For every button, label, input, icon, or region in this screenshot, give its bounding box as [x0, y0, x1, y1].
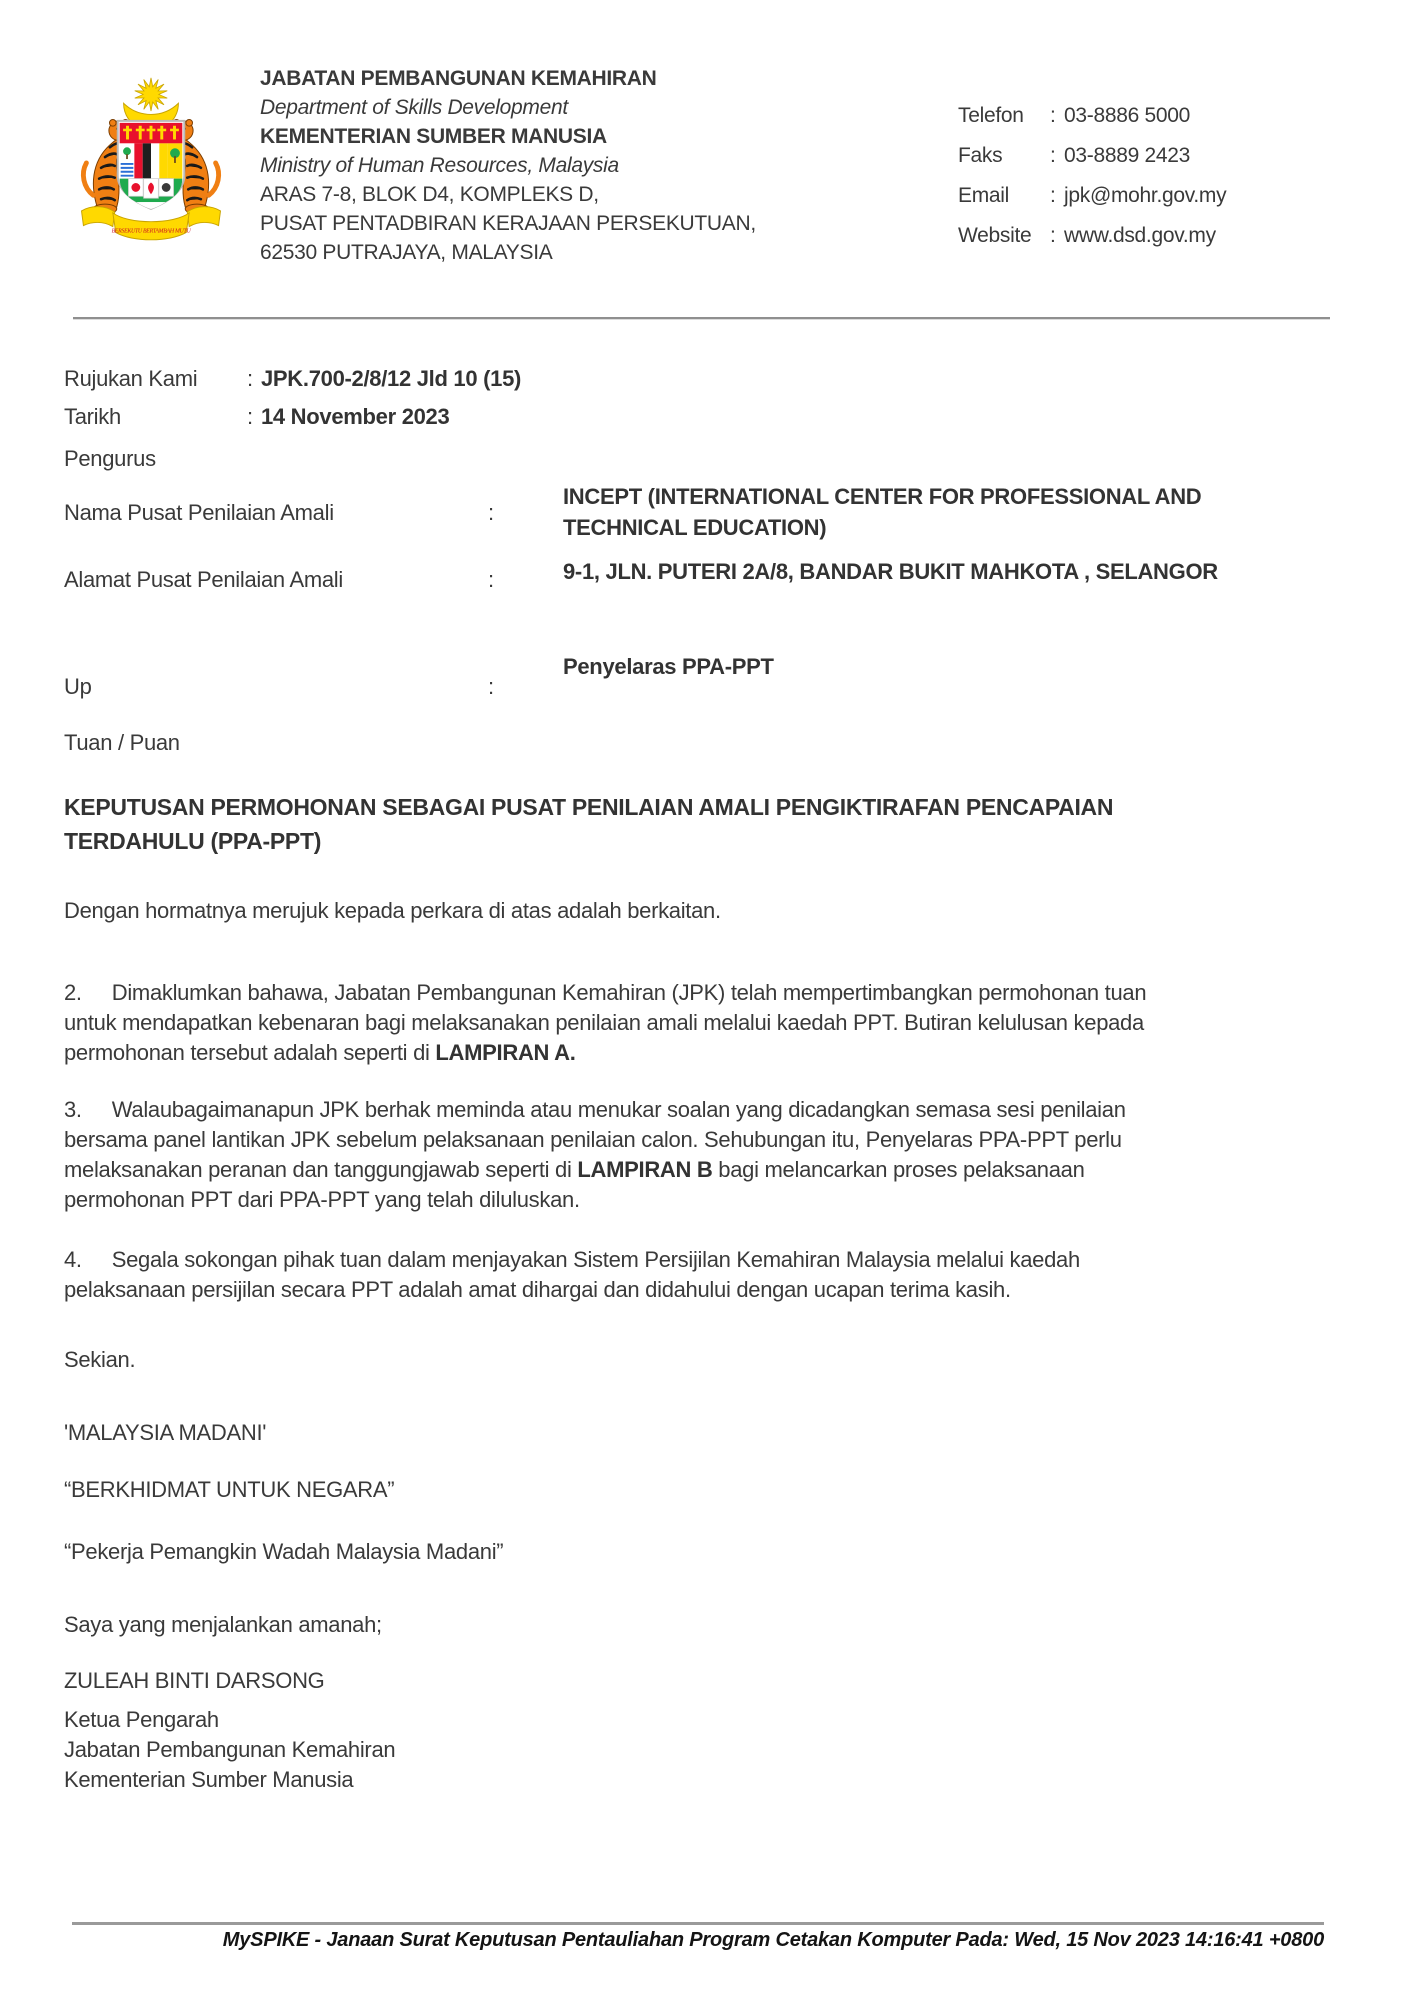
contact-row-website: [958, 216, 1226, 256]
nama-pusat-label: Nama Pusat Penilaian Amali: [64, 500, 334, 525]
signer-block: [64, 1705, 395, 1795]
paragraph-3-number: 3.: [64, 1097, 82, 1122]
slogan-malaysia-madani: 'MALAYSIA MADANI': [64, 1420, 267, 1445]
faks-label: Faks: [958, 144, 1003, 167]
paragraph-2-bold: LAMPIRAN A.: [435, 1040, 576, 1065]
signer-ministry: Kementerian Sumber Manusia: [64, 1767, 354, 1792]
colon: :: [247, 366, 253, 391]
org-name-ms: JABATAN PEMBANGUNAN KEMAHIRAN: [260, 67, 657, 90]
slogan-pekerja: “Pekerja Pemangkin Wadah Malaysia Madani”: [64, 1539, 504, 1564]
paragraph-4: [64, 1245, 1184, 1305]
colon: :: [1050, 104, 1056, 127]
email-label: Email: [958, 184, 1010, 207]
address-line-3: 62530 PUTRAJAYA, MALAYSIA: [260, 241, 553, 264]
rujukan-value: JPK.700-2/8/12 Jld 10 (15): [261, 366, 522, 391]
signer-dept: Jabatan Pembangunan Kemahiran: [64, 1737, 396, 1762]
telefon-value: 03-8886 5000: [1064, 104, 1191, 127]
tarikh-value: 14 November 2023: [261, 404, 450, 429]
contact-row-telefon: [958, 96, 1226, 136]
paragraph-4-number: 4.: [64, 1247, 82, 1272]
svg-text:BERSEKUTU BERTAMBAH MUTU: BERSEKUTU BERTAMBAH MUTU: [111, 228, 191, 235]
address-line-2: PUSAT PENTADBIRAN KERAJAAN PERSEKUTUAN,: [260, 212, 756, 235]
faks-value: 03-8889 2423: [1064, 144, 1191, 167]
up-label: Up: [64, 674, 92, 699]
up-value: Penyelaras PPA-PPT: [563, 654, 774, 679]
pengurus-label: Pengurus: [64, 446, 156, 471]
paragraph-3-text: Walaubagaimanapun JPK berhak meminda atau menukar soalan yang dicadangkan semasa sesi penilaian bersama panel lantikan JPK sebelum pelaksanaan penilaian calon. Sehubungan itu, Penyelaras PPA-PPT perlu melaksanakan peranan dan tanggungjawab seperti di: [64, 1097, 1126, 1182]
paragraph-3: [64, 1095, 1184, 1215]
colon: :: [1050, 144, 1056, 167]
rujukan-label: Rujukan Kami: [64, 366, 198, 391]
colon: :: [1050, 184, 1056, 207]
subject-line-2: TERDAHULU (PPA-PPT): [64, 828, 322, 854]
colon: :: [488, 674, 494, 699]
nama-pusat-row-label: [64, 500, 494, 526]
closing-line: Saya yang menjalankan amanah;: [64, 1612, 382, 1637]
paragraph-2-number: 2.: [64, 980, 82, 1005]
subject-heading: [64, 790, 1113, 858]
subject-line-1: KEPUTUSAN PERMOHONAN SEBAGAI PUSAT PENILAIAN AMALI PENGIKTIRAFAN PENCAPAIAN: [64, 794, 1114, 820]
telefon-label: Telefon: [958, 104, 1024, 127]
address-line-1: ARAS 7-8, BLOK D4, KOMPLEKS D,: [260, 183, 599, 206]
sekian: Sekian.: [64, 1347, 136, 1372]
salutation: Tuan / Puan: [64, 730, 180, 755]
letterhead-contact-block: [958, 96, 1226, 256]
org-name-en: Department of Skills Development: [260, 96, 568, 119]
coat-of-arms-logo: [58, 68, 244, 254]
contact-row-email: [958, 176, 1226, 216]
colon: :: [488, 567, 494, 592]
email-value-link[interactable]: jpk@mohr.gov.my: [1064, 184, 1227, 207]
paragraph-2: [64, 978, 1184, 1068]
signer-title: Ketua Pengarah: [64, 1707, 219, 1732]
shield-icon: [118, 121, 185, 209]
signer-name: ZULEAH BINTI DARSONG: [64, 1668, 325, 1693]
alamat-pusat-label: Alamat Pusat Penilaian Amali: [64, 567, 343, 592]
colon: :: [247, 404, 253, 429]
footer-divider: [72, 1922, 1324, 1925]
nama-pusat-value: INCEPT (INTERNATIONAL CENTER FOR PROFESSIONAL AND TECHNICAL EDUCATION): [563, 484, 1202, 540]
contact-row-faks: [958, 136, 1226, 176]
alamat-pusat-value: 9-1, JLN. PUTERI 2A/8, BANDAR BUKIT MAHKOTA , SELANGOR: [563, 559, 1218, 584]
paragraph-3-text-after: bagi melancarkan proses pelaksanaan permohonan PPT dari PPA-PPT yang telah diluluskan.: [64, 1157, 1085, 1212]
colon: :: [488, 500, 494, 525]
website-label: Website: [958, 224, 1032, 247]
paragraph-3-bold: LAMPIRAN B: [577, 1157, 713, 1182]
paragraph-1: Dengan hormatnya merujuk kepada perkara di atas adalah berkaitan.: [64, 898, 721, 923]
paragraph-4-text: Segala sokongan pihak tuan dalam menjayakan Sistem Persijilan Kemahiran Malaysia melalui kaedah pelaksanaan persijilan secara PPT adalah amat dihargai dan didahului dengan ucapan terima kasih.: [64, 1247, 1080, 1302]
header-divider: [73, 317, 1330, 319]
up-row-label: [64, 674, 494, 700]
tarikh-label: Tarikh: [64, 404, 121, 429]
tarikh-row: [64, 402, 449, 432]
alamat-pusat-row-label: [64, 567, 494, 593]
paragraph-2-text: Dimaklumkan bahawa, Jabatan Pembangunan Kemahiran (JPK) telah mempertimbangkan permohonan tuan untuk mendapatkan kebenaran bagi melaksanakan penilaian amali melalui kaedah PPT. Butiran kelulusan kepada permohonan tersebut adalah seperti di: [64, 980, 1147, 1065]
colon: :: [1050, 224, 1056, 247]
letterhead-org-block: [260, 64, 756, 267]
footer-generated-note: MySPIKE - Janaan Surat Keputusan Pentauliahan Program Cetakan Komputer Pada: Wed, 15 Nov 2023 14:16:41 +0800: [222, 1929, 1324, 1951]
ministry-name-en: Ministry of Human Resources, Malaysia: [260, 154, 619, 177]
ministry-name-ms: KEMENTERIAN SUMBER MANUSIA: [260, 125, 607, 148]
rujukan-row: [64, 364, 521, 394]
website-value-link[interactable]: www.dsd.gov.my: [1064, 224, 1216, 247]
motto-banner-icon: [81, 207, 220, 240]
slogan-berkhidmat: “BERKHIDMAT UNTUK NEGARA”: [64, 1477, 395, 1502]
